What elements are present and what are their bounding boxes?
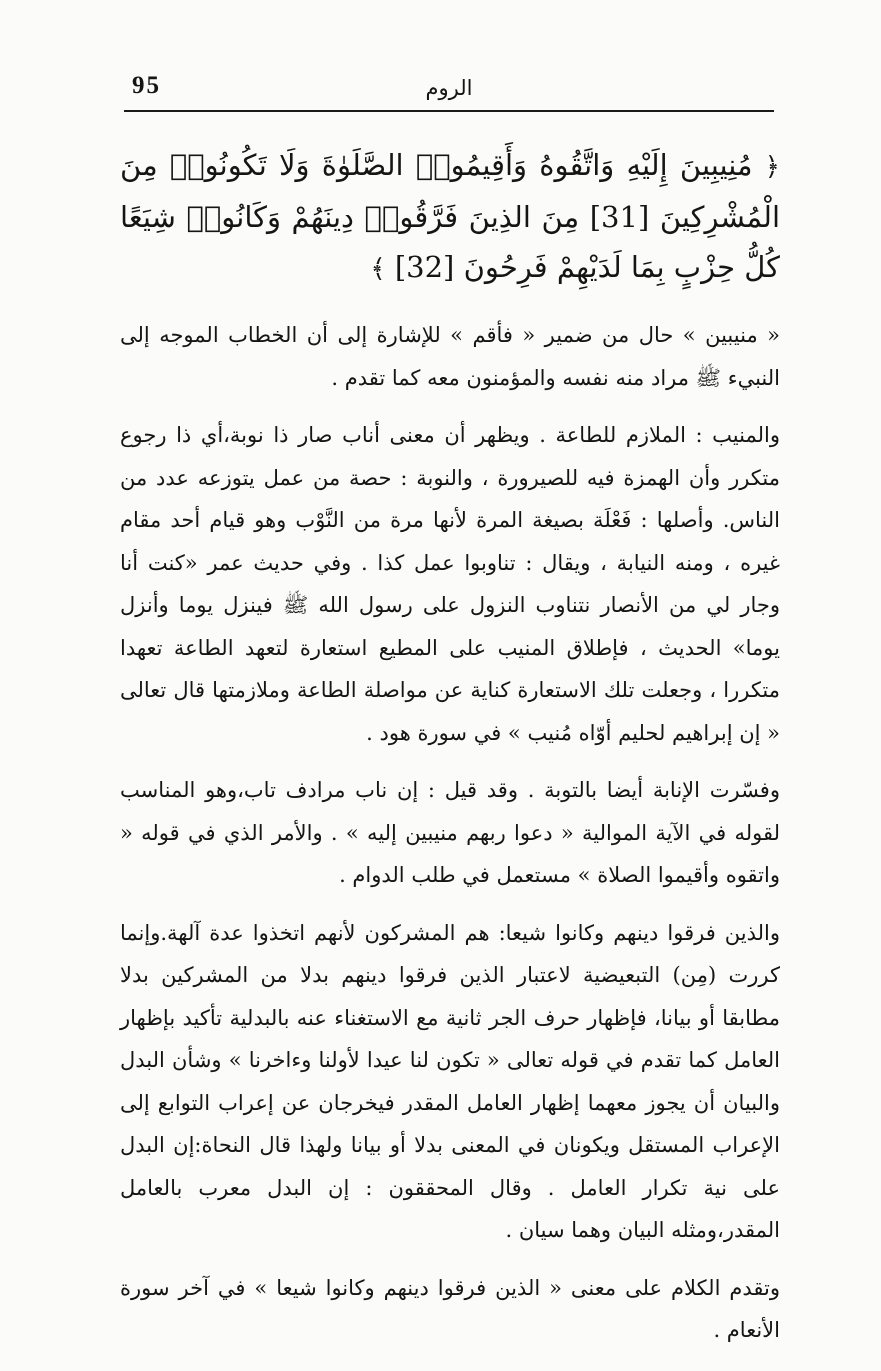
surah-title: الروم — [425, 76, 473, 100]
tafsir-paragraph-munibin: « منيبين » حال من ضمير « فأقم » للإشارة إلى أن الخطاب الموجه إلى النبيء ﷺ مراد منه نفسه والمؤمنون معه كما تقدم . — [120, 323, 780, 390]
tafsir-paragraph-inaba: وفسّرت الإنابة أيضا بالتوبة . وقد قيل : إن ناب مرادف تاب،وهو المناسب لقوله في الآية الموالية « دعوا ربهم منيبين إليه » . والأمر الذي في قوله « واتقوه وأقيموا الصلاة » مستعمل في طلب الدوام . — [120, 778, 780, 887]
page-content — [120, 140, 780, 1367]
page-header — [124, 62, 774, 112]
quran-verse — [120, 140, 780, 294]
verse-open-bracket: ﴿ — [764, 152, 780, 182]
verse-close-bracket: ﴾ — [370, 254, 386, 284]
tafsir-paragraph-farraqu: والذين فرقوا دينهم وكانوا شيعا: هم المشركون لأنهم اتخذوا عدة آلهة.وإنما كررت (مِن) التبعيضية لاعتبار الذين فرقوا دينهم بدلا من المشركين بدلا مطابقا أو بيانا، فإظهار حرف الجر ثانية مع الاستغناء عنه بالبدلية تأكيد بإظهار العامل كما تقدم في قوله تعالى « تكون لنا عيدا لأولنا وءاخرنا » وشأن البدل والبيان أن يجوز معهما إظهار العامل المقدر فيخرجان عن إعراب التوابع إلى الإعراب المستقل ويكونان في المعنى بدلا أو بيانا ولهذا قال النحاة:إن البدل على نية تكرار العامل . وقال المحققون : إن البدل معرب بالعامل المقدر،ومثله البيان وهما سيان . — [120, 920, 780, 1242]
verse-text: مُنِيبِينَ إِلَيْهِ وَاتَّقُوهُ وَأَقِيمُوا۟ الصَّلَوٰةَ وَلَا تَكُونُوا۟ مِنَ الْمُشْرِكِينَ [31] مِنَ الذِينَ فَرَّقُوا۟ دِينَهُمْ وَكَانُوا۟ شِيَعًا كُلُّ حِزْبٍ بِمَا لَدَيْهِمْ فَرِحُونَ [32] — [120, 148, 781, 284]
tafsir-paragraph-reference: وتقدم الكلام على معنى « الذين فرقوا دينهم وكانوا شيعا » في آخر سورة الأنعام . — [120, 1275, 780, 1342]
page-number: 95 — [132, 72, 161, 99]
tafsir-paragraph-munib-meaning: والمنيب : الملازم للطاعة . ويظهر أن معنى أناب صار ذا نوبة،أي ذا رجوع متكرر وأن الهمزة فيه للصيرورة ، والنوبة : حصة من عمل يتوزعه عدد من الناس. وأصلها : فَعْلَة بصيغة المرة لأنها مرة من النَّوْب وهو قيام أحد مقام غيره ، ومنه النيابة ، ويقال : تناوبوا عمل كذا . وفي حديث عمر «كنت أنا وجار لي من الأنصار نتناوب النزول على رسول الله ﷺ فينزل يوما وأنزل يوما» الحديث ، فإطلاق المنيب على المطيع استعارة لتعهد الطاعة تعهدا متكررا ، وجعلت تلك الاستعارة كناية عن مواصلة الطاعة وملازمتها قال تعالى « إن إبراهيم لحليم أوّاه مُنيب » في سورة هود . — [120, 423, 780, 745]
